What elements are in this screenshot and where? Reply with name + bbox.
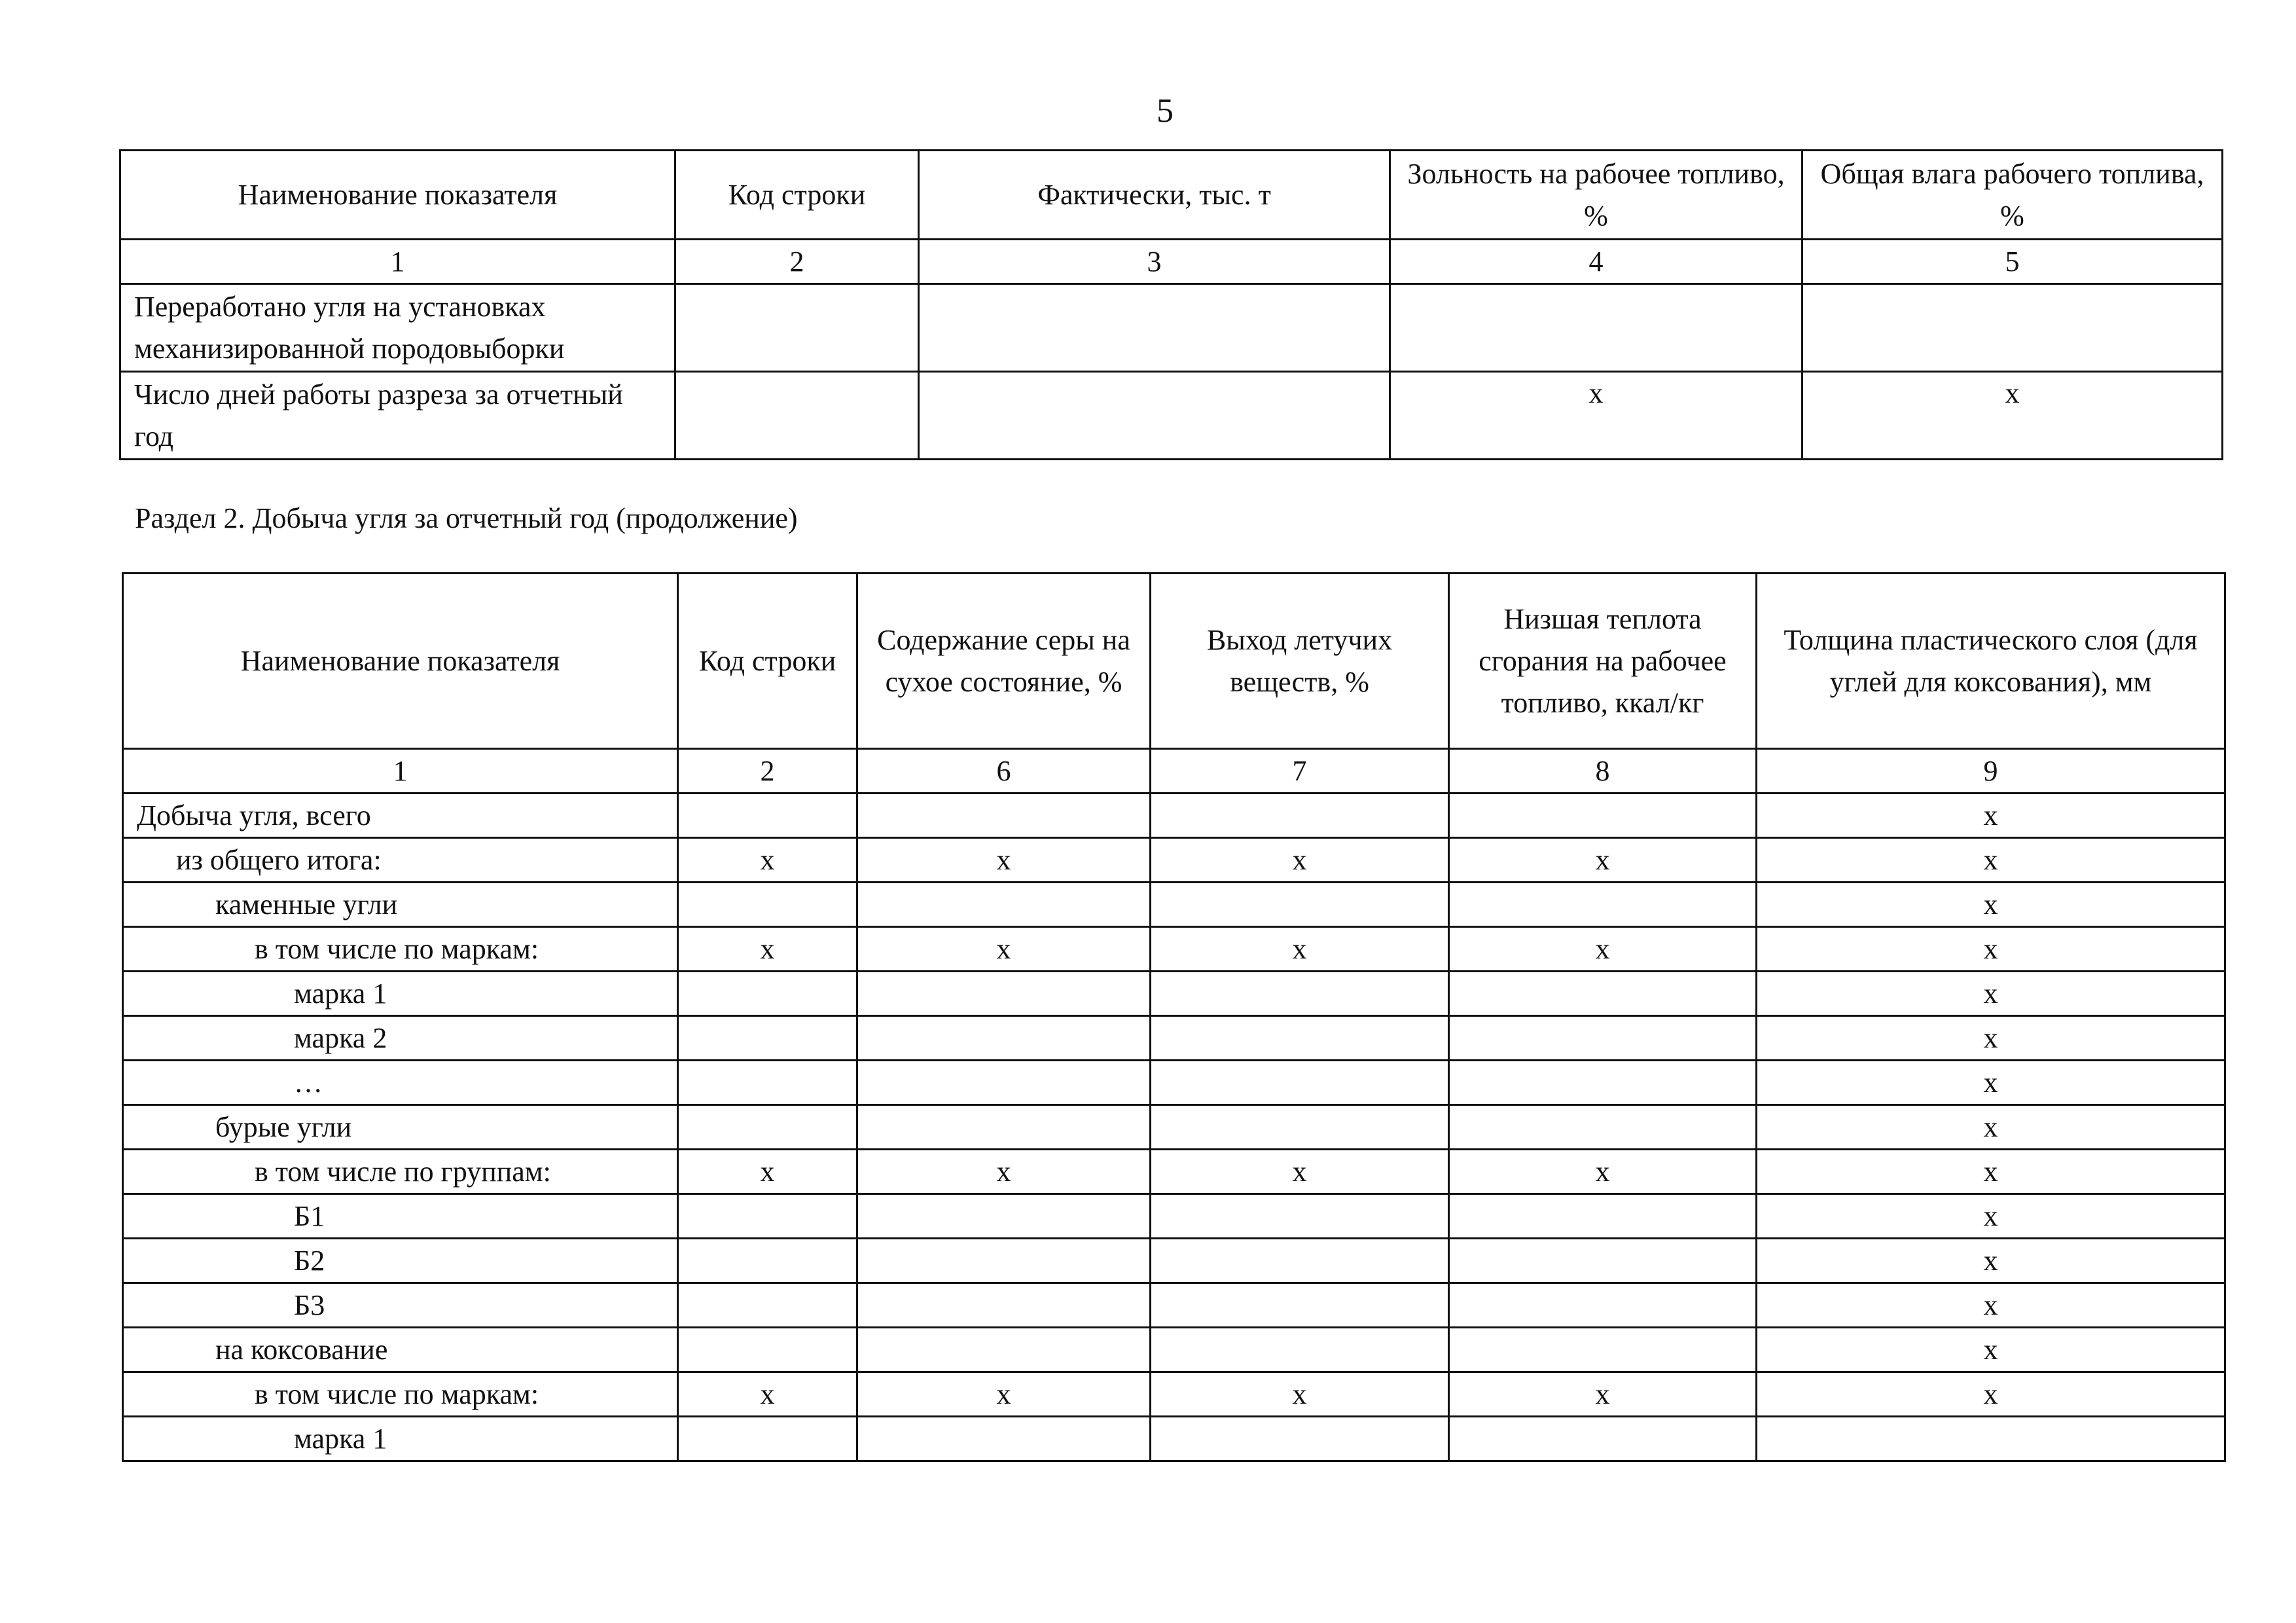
cell-sulfur: x [857,1372,1151,1417]
cell-calorific: x [1449,1372,1757,1417]
cell-sulfur [857,1417,1151,1461]
cell-calorific [1449,972,1757,1016]
row-label: марка 2 [123,1016,678,1061]
row-label: Переработано угля на установках механизированной породовыборки [120,284,675,372]
row-label: в том числе по группам: [123,1150,678,1194]
table2-col-number: 9 [1757,749,2225,793]
coal-production-table [122,572,2226,1462]
row-label: Добыча угля, всего [123,793,678,838]
row-label: из общего итога: [123,838,678,883]
cell-volatiles: x [1151,838,1449,883]
cell-code [675,284,919,372]
cell-calorific [1449,1239,1757,1283]
cell-volatiles [1151,1016,1449,1061]
cell-volatiles: x [1151,927,1449,972]
cell-sulfur: x [857,927,1151,972]
table2-col-number: 6 [857,749,1151,793]
table-row [120,372,2223,460]
row-label: марка 1 [123,972,678,1016]
table-row [123,972,2225,1016]
table-row [123,883,2225,927]
table-row [123,793,2225,838]
table2-header-calorific: Низшая теплота сгорания на рабочее топливо, ккал/кг [1449,574,1757,749]
cell-volatiles: x [1151,1150,1449,1194]
cell-code [678,1417,857,1461]
cell-calorific: x [1449,1150,1757,1194]
table-row [123,838,2225,883]
table1-header-moisture: Общая влага рабочего топлива, % [1803,151,2223,240]
table-row [123,1328,2225,1372]
cell-calorific [1449,1328,1757,1372]
table2-col-number: 7 [1151,749,1449,793]
cell-plastic-layer: x [1757,883,2225,927]
cell-ash: x [1390,372,1803,460]
cell-sulfur: x [857,1150,1151,1194]
table2-col-number: 2 [678,749,857,793]
table1-col-number: 4 [1390,240,1803,284]
cell-code [678,1016,857,1061]
table2-header-volatiles: Выход летучих веществ, % [1151,574,1449,749]
table-row [123,1061,2225,1105]
table-row [123,1372,2225,1417]
cell-actual [919,284,1390,372]
cell-volatiles [1151,1194,1449,1239]
cell-calorific [1449,883,1757,927]
cell-calorific [1449,1417,1757,1461]
table1-header-name: Наименование показателя [120,151,675,240]
cell-plastic-layer: x [1757,1372,2225,1417]
table1-column-numbers-row [120,240,2223,284]
cell-calorific: x [1449,838,1757,883]
table1-col-number: 2 [675,240,919,284]
cell-code: x [678,838,857,883]
cell-calorific [1449,1105,1757,1150]
cell-sulfur: x [857,838,1151,883]
cell-code [678,972,857,1016]
cell-volatiles [1151,1061,1449,1105]
cell-plastic-layer: x [1757,1283,2225,1328]
cell-calorific [1449,1283,1757,1328]
page-number: 5 [1157,92,1174,130]
cell-actual [919,372,1390,460]
cell-volatiles [1151,1417,1449,1461]
cell-sulfur [857,1328,1151,1372]
table-row [123,1194,2225,1239]
cell-plastic-layer: x [1757,1016,2225,1061]
table2-header-sulfur: Содержание серы на сухое состояние, % [857,574,1151,749]
table1-col-number: 5 [1803,240,2223,284]
table1-header-ash: Зольность на рабочее топливо, % [1390,151,1803,240]
table2-header-plastic-layer: Толщина пластического слоя (для углей для коксования), мм [1757,574,2225,749]
cell-calorific [1449,1016,1757,1061]
cell-calorific [1449,1061,1757,1105]
cell-calorific: x [1449,927,1757,972]
row-label: бурые угли [123,1105,678,1150]
section-title: Раздел 2. Добыча угля за отчетный год (продолжение) [135,502,798,534]
cell-calorific [1449,1194,1757,1239]
table1-header-row [120,151,2223,240]
table-row [123,927,2225,972]
cell-code: x [678,1372,857,1417]
table-row [123,1283,2225,1328]
cell-code [678,1283,857,1328]
cell-sulfur [857,1239,1151,1283]
cell-plastic-layer: x [1757,1150,2225,1194]
cell-volatiles [1151,1328,1449,1372]
row-label: Б1 [123,1194,678,1239]
cell-plastic-layer: x [1757,1194,2225,1239]
row-label: Б3 [123,1283,678,1328]
cell-volatiles [1151,972,1449,1016]
cell-volatiles: x [1151,1372,1449,1417]
table1-col-number: 1 [120,240,675,284]
cell-plastic-layer: x [1757,838,2225,883]
table2-header-name: Наименование показателя [123,574,678,749]
cell-sulfur [857,1105,1151,1150]
row-label: в том числе по маркам: [123,1372,678,1417]
cell-plastic-layer: x [1757,1328,2225,1372]
cell-code [678,1061,857,1105]
row-label: в том числе по маркам: [123,927,678,972]
cell-calorific [1449,793,1757,838]
cell-volatiles [1151,1105,1449,1150]
table2-header-row [123,574,2225,749]
table2-column-numbers-row [123,749,2225,793]
table-row [123,1417,2225,1461]
cell-code [678,1105,857,1150]
cell-moisture: x [1803,372,2223,460]
table-row [123,1239,2225,1283]
indicators-table-continued [119,149,2223,460]
cell-plastic-layer: x [1757,1239,2225,1283]
row-label: каменные угли [123,883,678,927]
cell-code [678,883,857,927]
cell-sulfur [857,1194,1151,1239]
table2-col-number: 1 [123,749,678,793]
cell-sulfur [857,793,1151,838]
table1-col-number: 3 [919,240,1390,284]
table-row [123,1105,2225,1150]
cell-plastic-layer: x [1757,1061,2225,1105]
cell-code [678,1194,857,1239]
cell-volatiles [1151,1283,1449,1328]
cell-volatiles [1151,793,1449,838]
row-label: Число дней работы разреза за отчетный год [120,372,675,460]
table-row [123,1016,2225,1061]
cell-ash [1390,284,1803,372]
cell-sulfur [857,1283,1151,1328]
cell-moisture [1803,284,2223,372]
cell-code [678,1239,857,1283]
cell-sulfur [857,1061,1151,1105]
table2-col-number: 8 [1449,749,1757,793]
cell-sulfur [857,883,1151,927]
row-label: Б2 [123,1239,678,1283]
table-row [123,1150,2225,1194]
cell-sulfur [857,972,1151,1016]
row-label: на коксование [123,1328,678,1372]
table2-header-code: Код строки [678,574,857,749]
row-label: … [123,1061,678,1105]
cell-volatiles [1151,883,1449,927]
cell-code [678,1328,857,1372]
table-row [120,284,2223,372]
cell-code: x [678,1150,857,1194]
table1-header-code: Код строки [675,151,919,240]
cell-plastic-layer: x [1757,1105,2225,1150]
cell-plastic-layer [1757,1417,2225,1461]
table1-header-actual: Фактически, тыс. т [919,151,1390,240]
cell-plastic-layer: x [1757,927,2225,972]
cell-code [678,793,857,838]
cell-code [675,372,919,460]
cell-code: x [678,927,857,972]
cell-sulfur [857,1016,1151,1061]
cell-volatiles [1151,1239,1449,1283]
row-label: марка 1 [123,1417,678,1461]
cell-plastic-layer: x [1757,972,2225,1016]
cell-plastic-layer: x [1757,793,2225,838]
